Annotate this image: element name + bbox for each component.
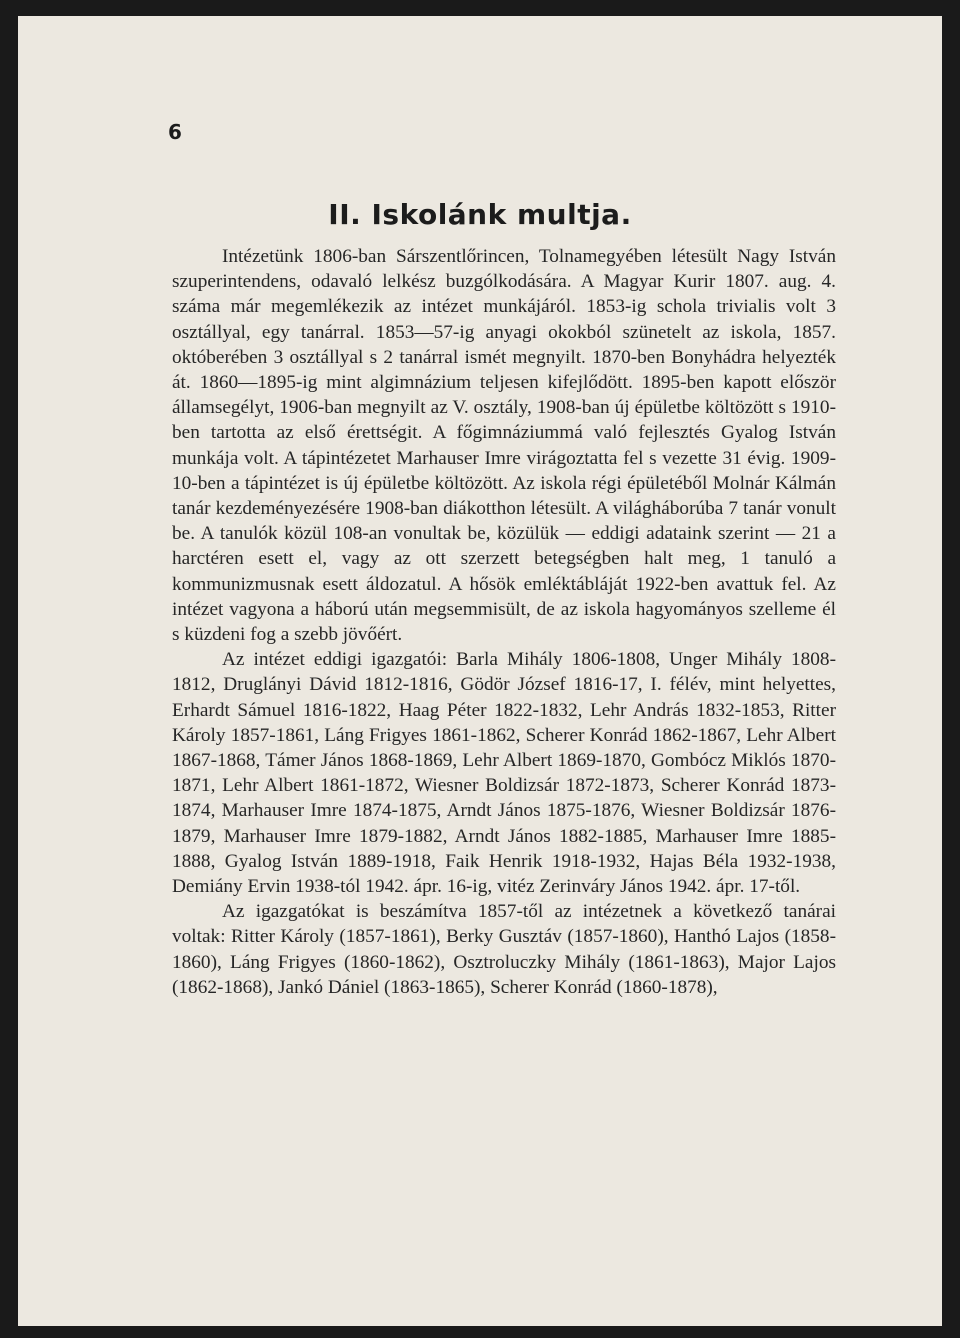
document-page bbox=[18, 16, 942, 1326]
paragraph-directors: Az intézet eddigi igazgatói: Barla Mihály 1806-1808, Unger Mihály 1808-1812, Druglányi Dávid 1812-1816, Gödör József 1816-17, I. félév, mint helyettes, Erhardt Sámuel 1816-1822, Haag Péter 1822-1832, Lehr András 1832-1853, Ritter Károly 1857-1861, Láng Frigyes 1861-1862, Scherer Konrád 1862-1867, Lehr Albert 1867-1868, Támer János 1868-1869, Lehr Albert 1869-1870, Gombócz Miklós 1870-1871, Lehr Albert 1861-1872, Wiesner Boldizsár 1872-1873, Scherer Konrád 1873-1874, Marhauser Imre 1874-1875, Arndt János 1875-1876, Wiesner Boldizsár 1876-1879, Marhauser Imre 1879-1882, Arndt János 1882-1885, Marhauser Imre 1885-1888, Gyalog István 1889-1918, Faik Henrik 1918-1932, Hajas Béla 1932-1938, Demiány Ervin 1938-tól 1942. ápr. 16-ig, vitéz Zerinváry János 1942. ápr. 17-től. bbox=[172, 649, 836, 898]
paragraph-teachers: Az igazgatókat is beszámítva 1857-től az intézetnek a következő tanárai voltak: Ritter Károly (1857-1861), Berky Gusztáv (1857-1860), Hanthó Lajos (1858-1860), Láng Frigyes (1860-1862), Osztroluczky Mihály (1861-1863), Major Lajos (1862-1868), Jankó Dániel (1863-1865), Scherer Konrád (1860-1878), bbox=[172, 901, 836, 998]
page-number: 6 bbox=[168, 120, 182, 144]
body-text bbox=[172, 244, 836, 1000]
chapter-title: II. Iskolánk multja. bbox=[328, 198, 632, 231]
paragraph-history: Intézetünk 1806-ban Sárszentlőrincen, Tolnamegyében létesült Nagy István szuperintendens, odavaló lelkész buzgólkodására. A Magyar Kurir 1807. aug. 4. száma már megemlékezik az intézet munkájáról. 1853-ig schola trivialis volt 3 osztállyal, egy tanárral. 1853—57-ig anyagi okokból szünetelt az iskola, 1857. októberében 3 osztállyal s 2 tanárral ismét megnyilt. 1870-ben Bonyhádra helyezték át. 1860—1895-ig mint algimnázium teljesen kifejlődött. 1895-ben kapott először államsegélyt, 1906-ban megnyilt az V. osztály, 1908-ban új épületbe költözött s 1910-ben tartotta az első érettségit. A főgimnáziummá való fejlesztés Gyalog István munkája volt. A tápintézetet Marhauser Imre virágoztatta fel s vezette 31 évig. 1909-10-ben a tápintézet is új épületbe költözött. Az iskola régi épületéből Molnár Kálmán tanár kezdeményezésére 1908-ban diákotthon létesült. A világháborúba 7 tanár vonult be. A tanulók közül 108-an vonultak be, közülük — eddigi adataink szerint — 21 a harctéren esett el, vagy az ott szerzett betegségben halt meg, 1 tanuló a kommunizmusnak esett áldozatul. A hősök emléktábláját 1922-ben avattuk fel. Az intézet vagyona a háború után megsemmisült, de az iskola hagyományos szelleme él s küzdeni fog a szebb jövőért. bbox=[172, 246, 836, 646]
